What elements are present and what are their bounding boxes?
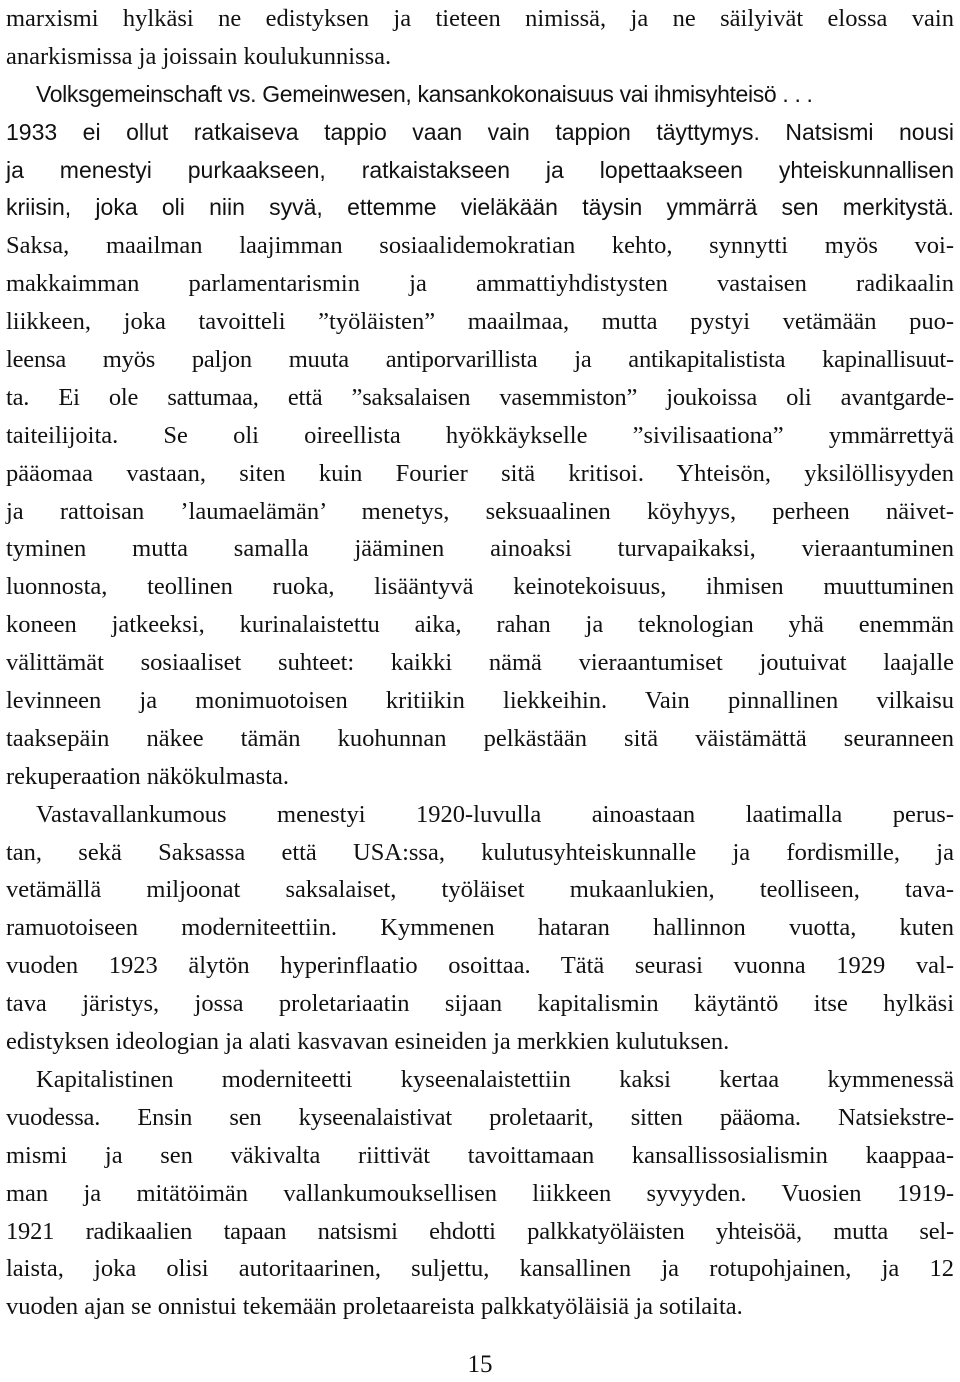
text-line: rekuperaation näkökulmasta. <box>6 762 290 790</box>
text-line: taaksepäin näkee tämän kuohunnan pelkästään sitä väistämättä seuranneen <box>6 724 954 752</box>
text-line: anarkismissa ja joissain koulukunnissa. <box>6 42 392 70</box>
text-line: makkaimman parlamentarismin ja ammattiyhdistysten vastaisen radikaalin <box>6 270 954 298</box>
text-line: laista, joka olisi autoritaarinen, suljettu, kansallinen ja rotupohjainen, ja 12 <box>6 1255 954 1283</box>
text-line: man ja mitätöimän vallankumouksellisen liikkeen syvyyden. Vuosien 1919- <box>6 1179 954 1207</box>
text-line: marxismi hylkäsi ne edistyksen ja tieteen nimissä, ja ne säilyivät elossa vain <box>6 5 954 32</box>
paragraph-start: Kapitalistinen moderniteetti kyseenalaistettiin kaksi kertaa kymmenessä <box>36 1065 954 1093</box>
text-line: tyminen mutta samalla jääminen ainoaksi turvapaikaksi, vieraantuminen <box>6 535 954 563</box>
text-line: levinneen ja monimuotoisen kritiikin liekkeihin. Vain pinnallinen vilkaisu <box>6 687 954 715</box>
text-line: taiteilijoita. Se oli oireellista hyökkäykselle ”sivilisaationa” ymmärrettyä <box>6 421 954 449</box>
page-number: 15 <box>467 1351 493 1378</box>
text-line: mismi ja sen väkivalta riittivät tavoittamaan kansallissosialismin kaappaa- <box>6 1141 954 1169</box>
text-line: vetämällä miljoonat saksalaiset, työläiset mukaanlukien, teolliseen, tava- <box>6 876 954 904</box>
text-line: vuoden 1923 älytön hyperinflaatio osoittaa. Tätä seurasi vuonna 1929 val- <box>6 952 954 980</box>
text-line: luonnosta, teollinen ruoka, lisääntyvä keinotekoisuus, ihmisen muuttuminen <box>6 573 954 601</box>
text-line: vuoden ajan se onnistui tekemään proletaareista palkkatyöläisiä ja sotilaita. <box>6 1293 743 1321</box>
text-line: leensa myös paljon muuta antiporvarillista ja antikapitalistista kapinallisuut- <box>6 346 954 374</box>
text-line: 1921 radikaalien tapaan natsismi ehdotti palkkatyöläisten yhteisöä, mutta sel- <box>6 1217 954 1245</box>
text-line: koneen jatkeeksi, kurinalaistettu aika, rahan ja teknologian yhä enemmän <box>6 611 954 639</box>
text-line: edistyksen ideologian ja alati kasvavan esineiden ja merkkien kulutuksen. <box>6 1028 730 1056</box>
text-line: ja rattoisan ’laumaelämän’ menetys, seksuaalinen köyhyys, perheen näivet- <box>6 497 954 525</box>
text-line: kriisin, joka oli niin syvä, ettemme vieläkään täysin ymmärrä sen merkitystä. <box>6 194 954 221</box>
paragraph-start: Vastavallankumous menestyi 1920-luvulla ainoastaan laatimalla perus- <box>36 800 954 828</box>
text-line: ta. Ei ole sattumaa, että ”saksalaisen vasemmiston” joukoissa oli avantgarde- <box>6 383 954 411</box>
text-line: pääomaa vastaan, siten kuin Fourier sitä kritisoi. Yhteisön, yksilöllisyyden <box>6 459 954 487</box>
text-line: ja menestyi purkaakseen, ratkaistakseen ja lopettaakseen yhteiskunnallisen <box>6 156 954 183</box>
text-line: välittämät sosiaaliset suhteet: kaikki nämä vieraantumiset joutuivat laajalle <box>6 649 954 677</box>
text-line: liikkeen, joka tavoitteli ”työläisten” maailmaa, mutta pystyi vetämään puo- <box>6 308 954 336</box>
text-line: ramuotoiseen moderniteettiin. Kymmenen hataran hallinnon vuotta, kuten <box>6 914 954 942</box>
text-line: Saksa, maailman laajimman sosiaalidemokratian kehto, synnytti myös voi- <box>6 232 954 260</box>
body-text <box>6 0 954 1326</box>
section-heading: Volksgemeinschaft vs. Gemeinwesen, kansankokonaisuus vai ihmisyhteisö . . . <box>36 80 813 107</box>
text-line: tava järistys, jossa proletariaatin sijaan kapitalismin käytäntö itse hylkäsi <box>6 990 954 1018</box>
text-line: vuodessa. Ensin sen kyseenalaistivat proletaarit, sitten pääoma. Natsiekstre- <box>6 1103 954 1131</box>
text-line: 1933 ei ollut ratkaiseva tappio vaan vain tappion täyttymys. Natsismi nousi <box>6 118 954 145</box>
text-line: tan, sekä Saksassa että USA:ssa, kulutusyhteiskunnalle ja fordismille, ja <box>6 838 954 866</box>
